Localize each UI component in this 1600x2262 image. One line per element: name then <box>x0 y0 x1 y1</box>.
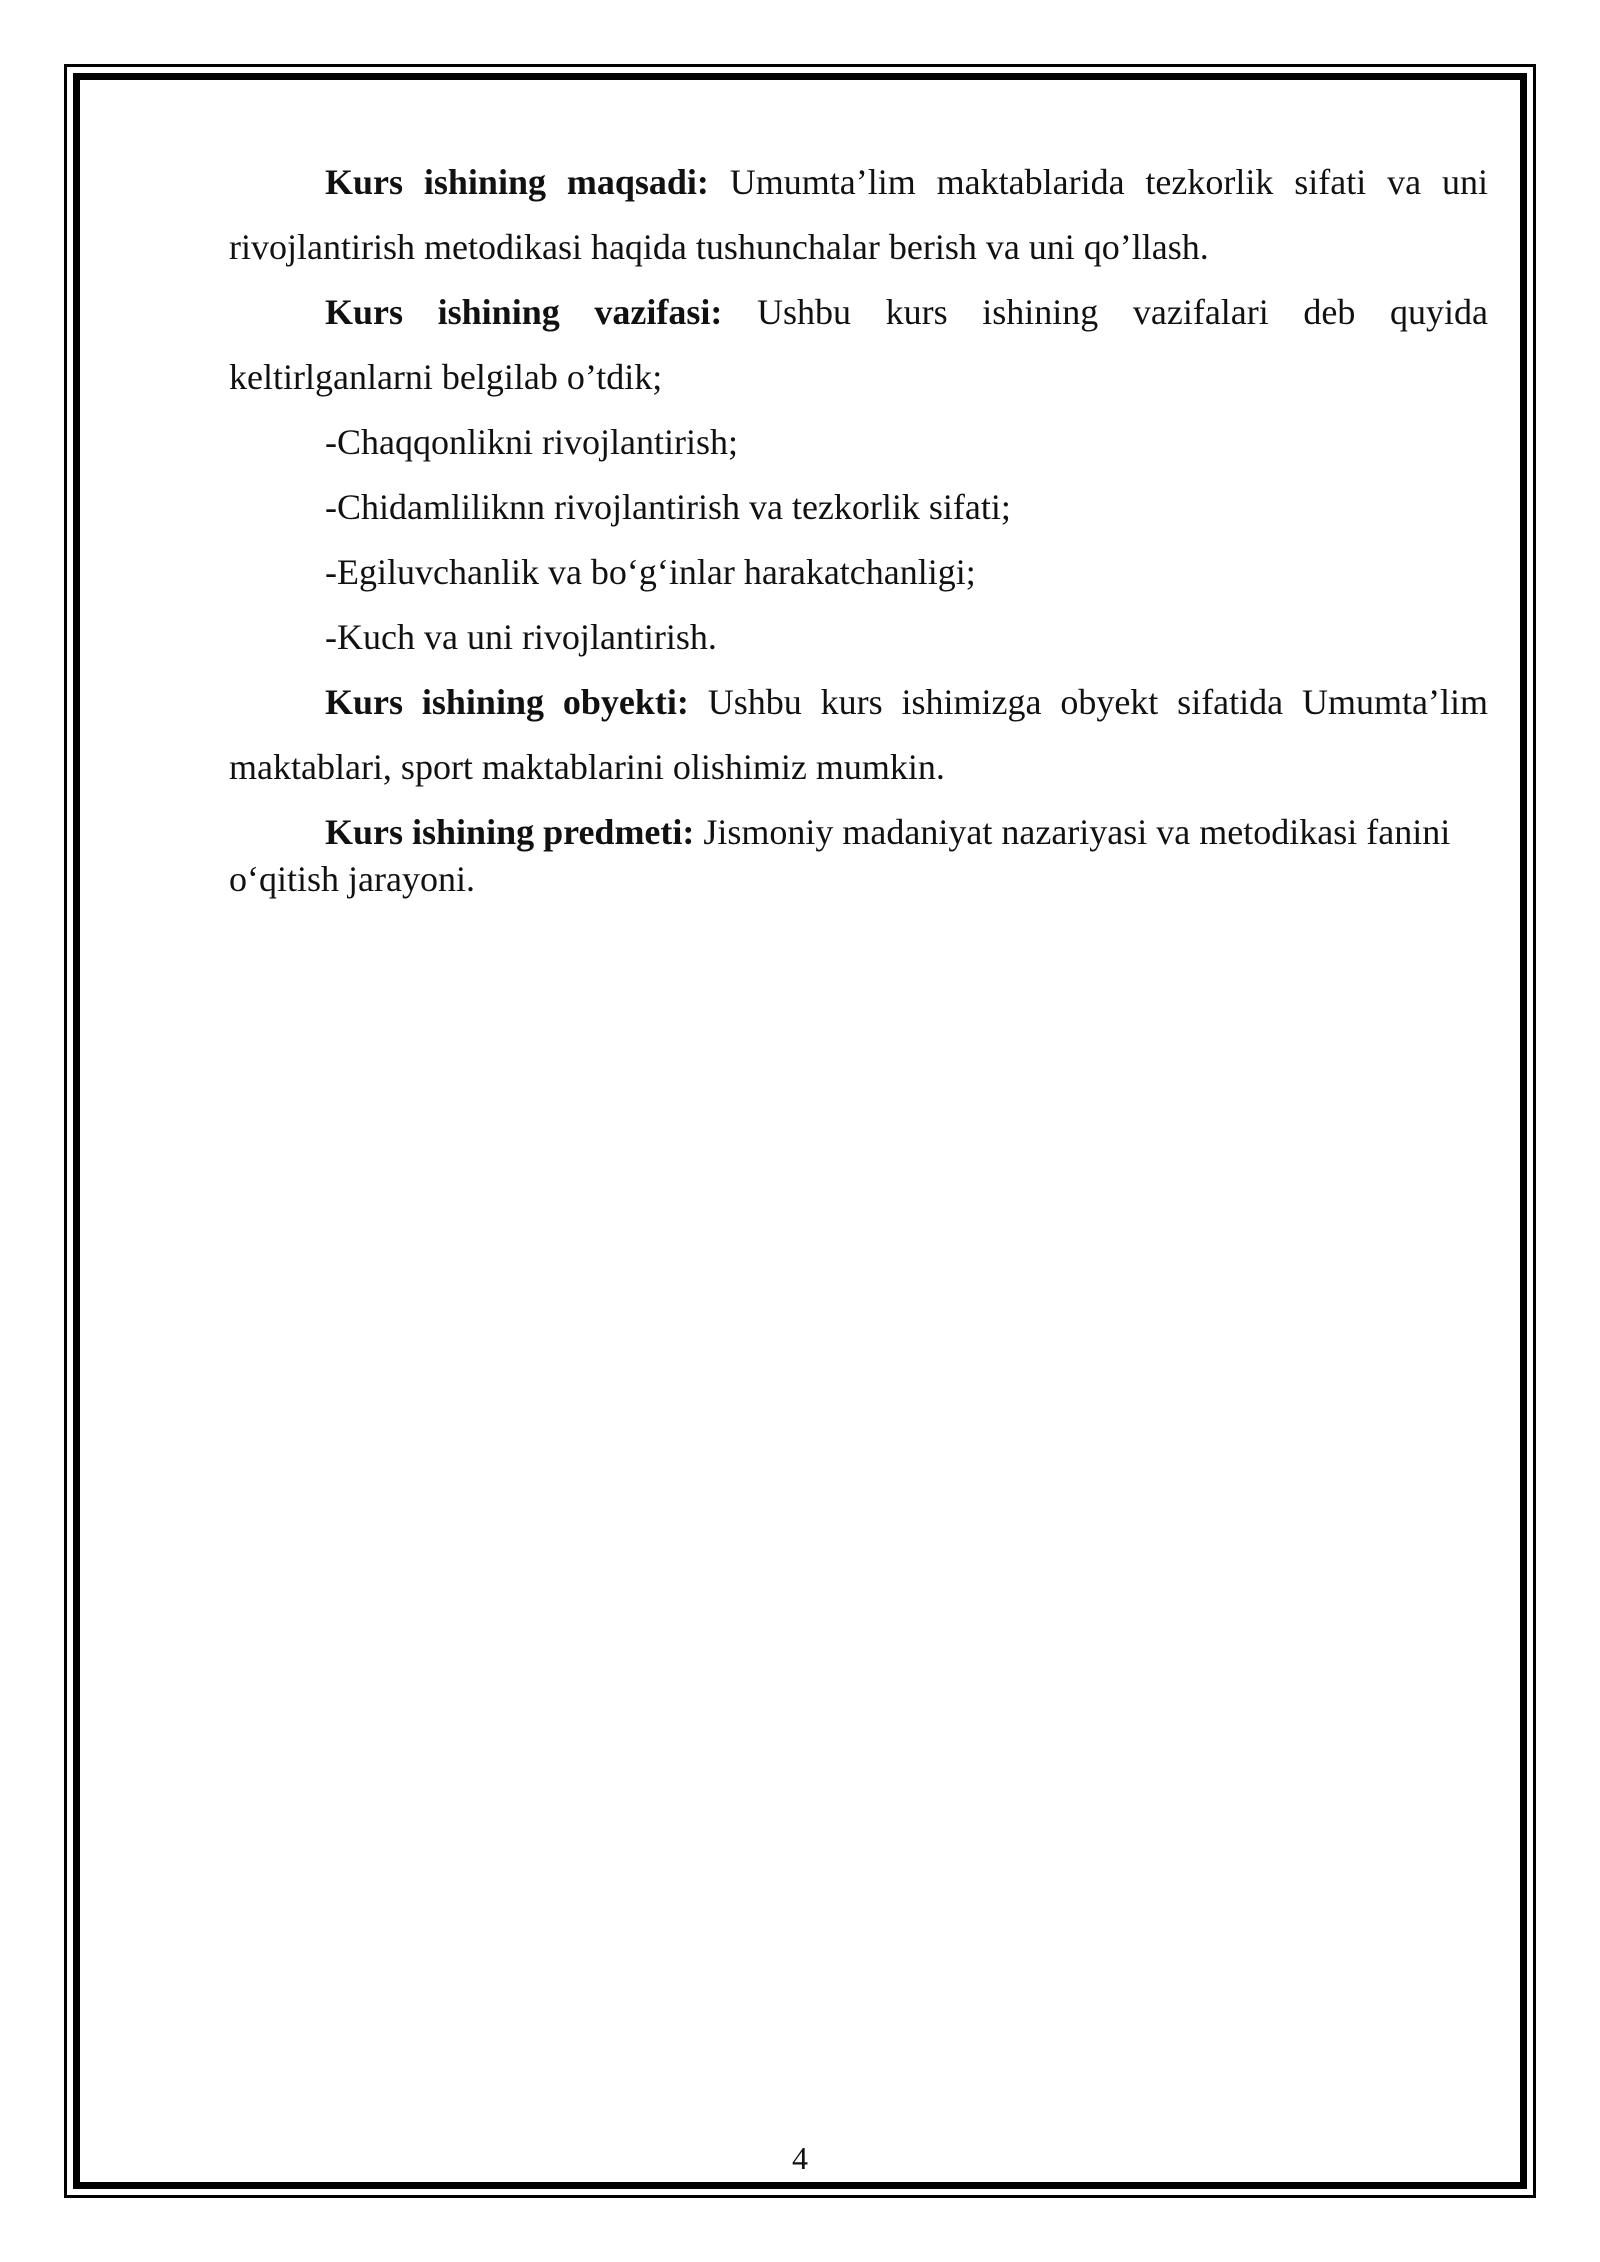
paragraph-vazifasi <box>229 280 1488 410</box>
page-number: 4 <box>792 2140 808 2176</box>
predmeti-label: Kurs ishining predmeti: <box>325 812 695 852</box>
vazifasi-label: Kurs ishining vazifasi: <box>325 292 723 332</box>
task-item: -Chaqqonlikni rivojlantirish; <box>325 422 738 462</box>
paragraph-predmeti <box>229 809 1488 903</box>
task-item: -Chidamliliknn rivojlantirish va tezkorlik sifati; <box>325 487 1011 527</box>
task-item: -Egiluvchanlik va bo‘g‘inlar harakatchanligi; <box>325 552 976 592</box>
vazifasi-text: Ushbu kurs ishining vazifalari deb quyida keltirlganlarni belgilab o’tdik; <box>229 292 1488 397</box>
obyekti-text: Ushbu kurs ishimizga obyekt sifatida Umumta’lim maktablari, sport maktablarini olishimiz mumkin. <box>229 682 1488 787</box>
predmeti-text: Jismoniy madaniyat nazariyasi va metodikasi fanini o‘qitish jarayoni. <box>229 812 1451 899</box>
task-item: -Kuch va uni rivojlantirish. <box>325 617 717 657</box>
maqsadi-label: Kurs ishining maqsadi: <box>325 162 709 202</box>
paragraph-obyekti <box>229 670 1488 800</box>
obyekti-label: Kurs ishining obyekti: <box>325 682 689 722</box>
maqsadi-text: Umumta’lim maktablarida tezkorlik sifati va uni rivojlantirish metodikasi haqida tushunchalar berish va uni qo’llash. <box>229 162 1488 267</box>
paragraph-maqsadi <box>229 150 1488 280</box>
document-body <box>229 150 1488 903</box>
